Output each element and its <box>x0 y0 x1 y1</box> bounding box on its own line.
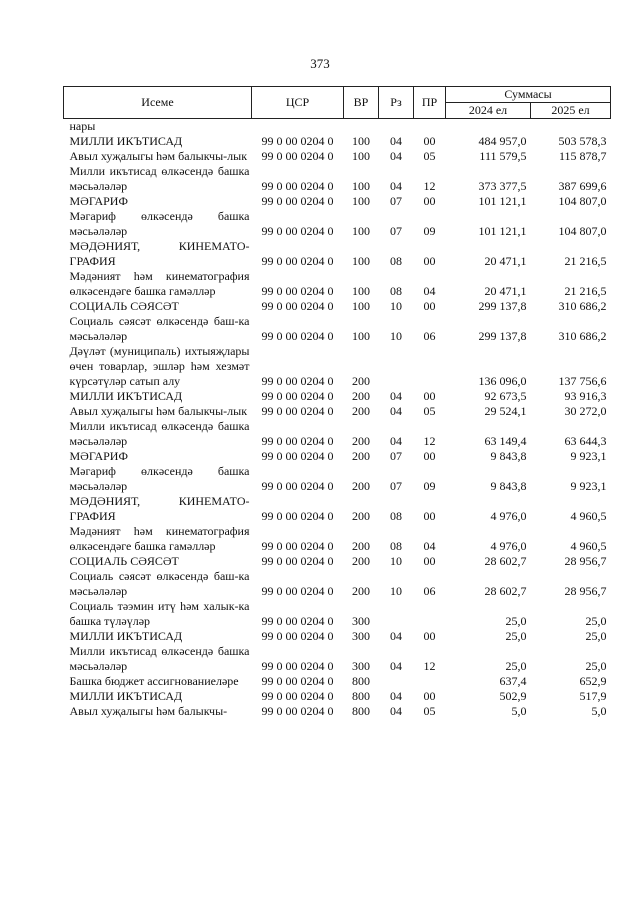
header-sums: Суммасы <box>446 87 611 103</box>
row-vr: 200 <box>352 389 370 403</box>
row-name: МӘДӘНИЯТ, КИНЕМАТО-ГРАФИЯ <box>69 494 250 523</box>
row-amount-2024: 20 471,1 <box>484 284 527 298</box>
row-rz: 08 <box>390 539 402 553</box>
row-name: Авыл хуҗалыгы һәм балыкчы-лык <box>69 404 248 418</box>
row-vr: 800 <box>352 704 370 718</box>
table-body <box>64 119 611 720</box>
row-rz: 07 <box>390 449 402 463</box>
row-amount-2025: 28 956,7 <box>564 554 607 568</box>
row-vr: 100 <box>352 194 370 208</box>
row-pr: 09 <box>423 479 436 493</box>
row-rz: 10 <box>390 329 402 343</box>
row-rz: 04 <box>390 404 402 418</box>
row-vr: 200 <box>352 509 370 523</box>
table-row <box>64 164 611 194</box>
row-amount-2024: 299 137,8 <box>478 299 527 313</box>
row-csr: 99 0 00 0204 0 <box>261 329 334 343</box>
page-number: 373 <box>310 56 330 71</box>
row-amount-2025: 93 916,3 <box>564 389 607 403</box>
row-rz: 04 <box>390 434 402 448</box>
row-vr: 200 <box>352 584 370 598</box>
table-row <box>64 209 611 239</box>
row-amount-2024: 136 096,0 <box>478 374 527 388</box>
row-rz: 07 <box>390 224 402 238</box>
row-amount-2024: 373 377,5 <box>478 179 527 193</box>
row-amount-2024: 4 976,0 <box>490 509 527 523</box>
row-csr <box>252 119 344 135</box>
row-rz: 10 <box>390 299 402 313</box>
row-vr: 100 <box>352 179 370 193</box>
row-rz: 04 <box>390 149 402 163</box>
row-amount-2025: 9 923,1 <box>570 449 607 463</box>
row-pr: 05 <box>423 149 436 163</box>
row-csr: 99 0 00 0204 0 <box>261 194 334 208</box>
table-row <box>64 419 611 449</box>
row-rz: 10 <box>390 554 402 568</box>
table-row <box>64 524 611 554</box>
row-amount-2025: 503 578,3 <box>558 134 607 148</box>
row-csr: 99 0 00 0204 0 <box>261 449 334 463</box>
row-pr: 00 <box>423 389 436 403</box>
row-amount-2024: 4 976,0 <box>490 539 527 553</box>
row-amount-2025: 310 686,2 <box>558 329 607 343</box>
row-rz: 07 <box>390 194 402 208</box>
table-row <box>64 464 611 494</box>
row-amount-2025: 115 878,7 <box>558 149 607 163</box>
row-amount-2024: 25,0 <box>505 629 527 643</box>
row-vr: 200 <box>352 539 370 553</box>
row-csr: 99 0 00 0204 0 <box>261 299 334 313</box>
row-pr <box>414 344 446 389</box>
row-name: МИЛЛИ ИКЪТИСАД <box>69 134 183 148</box>
row-amount-2024: 101 121,1 <box>478 224 527 238</box>
row-pr: 06 <box>423 584 436 598</box>
table-row <box>64 494 611 524</box>
row-vr: 200 <box>352 554 370 568</box>
row-name: МИЛЛИ ИКЪТИСАД <box>69 689 183 703</box>
row-pr <box>414 674 446 689</box>
table-row <box>64 134 611 149</box>
row-rz: 04 <box>390 629 402 643</box>
budget-table <box>63 86 611 719</box>
row-pr: 12 <box>423 179 436 193</box>
row-rz: 08 <box>390 254 402 268</box>
table-row <box>64 569 611 599</box>
row-pr: 12 <box>423 659 436 673</box>
row-vr: 100 <box>352 254 370 268</box>
table-row <box>64 239 611 269</box>
table-row <box>64 449 611 464</box>
table-row <box>64 119 611 135</box>
row-csr: 99 0 00 0204 0 <box>261 284 334 298</box>
row-name: Авыл хуҗалыгы һәм балыкчы- <box>69 704 228 718</box>
row-amount-2024: 9 843,8 <box>490 479 527 493</box>
row-pr: 00 <box>423 509 436 523</box>
row-name: Мәгариф өлкәсендә башка мәсьәләләр <box>69 209 250 238</box>
row-csr: 99 0 00 0204 0 <box>261 614 334 628</box>
header-pr: ПР <box>414 87 446 119</box>
row-name: Мәдәният һәм кинематография өлкәсендәге башка гамәлләр <box>69 524 250 553</box>
row-vr: 800 <box>352 674 370 688</box>
row-pr: 09 <box>423 224 436 238</box>
table-row <box>64 344 611 389</box>
table-row <box>64 404 611 419</box>
row-rz <box>379 599 414 629</box>
table-row <box>64 194 611 209</box>
table-row <box>64 689 611 704</box>
row-pr: 00 <box>423 194 436 208</box>
row-amount-2024: 63 149,4 <box>484 434 527 448</box>
row-amount-2024: 637,4 <box>499 674 527 688</box>
row-name: Социаль сәясәт өлкәсендә баш-ка мәсьәләләр <box>69 314 250 343</box>
row-name: МӘДӘНИЯТ, КИНЕМАТО-ГРАФИЯ <box>69 239 250 268</box>
table-row <box>64 149 611 164</box>
row-amount-2025: 30 272,0 <box>564 404 607 418</box>
row-csr: 99 0 00 0204 0 <box>261 389 334 403</box>
row-csr: 99 0 00 0204 0 <box>261 149 334 163</box>
row-amount-2025: 25,0 <box>585 629 607 643</box>
row-amount-2025: 5,0 <box>591 704 607 718</box>
header-csr: ЦСР <box>252 87 344 119</box>
row-rz: 04 <box>390 134 402 148</box>
row-csr: 99 0 00 0204 0 <box>261 179 334 193</box>
row-name: Башка бюджет ассигнованиеләре <box>69 674 239 688</box>
row-name: Мәдәният һәм кинематография өлкәсендәге башка гамәлләр <box>69 269 250 298</box>
row-amount-2025: 4 960,5 <box>570 509 607 523</box>
row-amount-2025: 21 216,5 <box>564 284 607 298</box>
row-csr: 99 0 00 0204 0 <box>261 224 334 238</box>
row-vr: 300 <box>352 614 370 628</box>
row-amount-2024: 299 137,8 <box>478 329 527 343</box>
row-pr: 00 <box>423 134 436 148</box>
row-vr: 100 <box>352 299 370 313</box>
row-csr: 99 0 00 0204 0 <box>261 554 334 568</box>
row-vr: 100 <box>352 284 370 298</box>
row-csr: 99 0 00 0204 0 <box>261 434 334 448</box>
table-row <box>64 299 611 314</box>
table-row <box>64 674 611 689</box>
row-amount-2025: 387 699,6 <box>558 179 607 193</box>
row-amount-2025: 9 923,1 <box>570 479 607 493</box>
row-pr: 00 <box>423 554 436 568</box>
row-csr: 99 0 00 0204 0 <box>261 374 334 388</box>
row-pr: 04 <box>423 284 436 298</box>
row-csr: 99 0 00 0204 0 <box>261 629 334 643</box>
row-amount-2025: 21 216,5 <box>564 254 607 268</box>
row-csr: 99 0 00 0204 0 <box>261 689 334 703</box>
row-amount-2025: 104 807,0 <box>558 224 607 238</box>
row-amount-2024: 20 471,1 <box>484 254 527 268</box>
row-csr: 99 0 00 0204 0 <box>261 704 334 718</box>
row-vr: 200 <box>352 404 370 418</box>
row-amount-2024: 28 602,7 <box>484 584 527 598</box>
row-amount-2024: 92 673,5 <box>484 389 527 403</box>
row-vr: 200 <box>352 434 370 448</box>
row-csr: 99 0 00 0204 0 <box>261 674 334 688</box>
row-rz: 04 <box>390 179 402 193</box>
row-pr: 00 <box>423 689 436 703</box>
row-rz: 04 <box>390 704 402 718</box>
row-name: нары <box>69 119 96 133</box>
row-pr: 04 <box>423 539 436 553</box>
row-pr: 06 <box>423 329 436 343</box>
row-vr: 300 <box>352 659 370 673</box>
row-csr: 99 0 00 0204 0 <box>261 404 334 418</box>
row-amount-2024: 111 579,5 <box>479 149 527 163</box>
row-name: СОЦИАЛЬ СӘЯСӘТ <box>69 299 179 313</box>
row-name: СОЦИАЛЬ СӘЯСӘТ <box>69 554 179 568</box>
row-amount-2025: 28 956,7 <box>564 584 607 598</box>
row-pr: 00 <box>423 629 436 643</box>
row-name: МИЛЛИ ИКЪТИСАД <box>69 389 183 403</box>
row-name: Социаль сәясәт өлкәсендә баш-ка мәсьәләләр <box>69 569 250 598</box>
row-rz: 04 <box>390 659 402 673</box>
row-amount-2024: 502,9 <box>499 689 527 703</box>
row-amount-2024: 25,0 <box>505 614 527 628</box>
row-amount-2025: 310 686,2 <box>558 299 607 313</box>
row-pr: 00 <box>423 299 436 313</box>
row-vr: 200 <box>352 449 370 463</box>
row-name: МӘГАРИФ <box>69 194 128 208</box>
row-pr: 00 <box>423 254 436 268</box>
row-pr <box>414 599 446 629</box>
row-rz: 04 <box>390 689 402 703</box>
table-header <box>64 87 611 119</box>
row-name: Милли икътисад өлкәсендә башка мәсьәләләр <box>69 419 250 448</box>
row-vr: 100 <box>352 134 370 148</box>
row-vr <box>344 119 379 135</box>
row-amount-2024: 484 957,0 <box>478 134 527 148</box>
row-name: МӘГАРИФ <box>69 449 128 463</box>
row-csr: 99 0 00 0204 0 <box>261 659 334 673</box>
row-csr: 99 0 00 0204 0 <box>261 584 334 598</box>
row-amount-2024: 5,0 <box>511 704 527 718</box>
row-csr: 99 0 00 0204 0 <box>261 254 334 268</box>
table-row <box>64 704 611 719</box>
row-vr: 200 <box>352 374 370 388</box>
row-amount-2024: 28 602,7 <box>484 554 527 568</box>
row-rz: 08 <box>390 284 402 298</box>
row-csr: 99 0 00 0204 0 <box>261 134 334 148</box>
row-rz <box>379 119 414 135</box>
row-amount-2025: 104 807,0 <box>558 194 607 208</box>
row-rz: 08 <box>390 509 402 523</box>
table-row <box>64 629 611 644</box>
header-vr: ВР <box>344 87 379 119</box>
table-row <box>64 269 611 299</box>
row-name: МИЛЛИ ИКЪТИСАД <box>69 629 183 643</box>
table-row <box>64 644 611 674</box>
row-name: Дәүләт (муниципаль) ихтыяҗлары өчен товарлар, эшләр һәм хезмәт күрсәтүләр сатып алу <box>69 344 250 388</box>
header-year-2025: 2025 ел <box>531 103 611 119</box>
row-amount-2025: 63 644,3 <box>564 434 607 448</box>
row-csr: 99 0 00 0204 0 <box>261 509 334 523</box>
row-amount-2024: 25,0 <box>505 659 527 673</box>
row-vr: 200 <box>352 479 370 493</box>
table-row <box>64 554 611 569</box>
row-pr: 00 <box>423 449 436 463</box>
row-csr: 99 0 00 0204 0 <box>261 539 334 553</box>
row-rz: 04 <box>390 389 402 403</box>
row-amount-2025: 517,9 <box>579 689 607 703</box>
row-amount-2025: 25,0 <box>585 659 607 673</box>
row-amount-2025: 652,9 <box>579 674 607 688</box>
row-amount-2025 <box>531 119 611 135</box>
row-amount-2025: 25,0 <box>585 614 607 628</box>
header-name: Исеме <box>64 87 252 119</box>
row-vr: 100 <box>352 149 370 163</box>
table-row <box>64 389 611 404</box>
row-vr: 100 <box>352 329 370 343</box>
row-amount-2024: 29 524,1 <box>484 404 527 418</box>
row-vr: 300 <box>352 629 370 643</box>
row-amount-2024: 101 121,1 <box>478 194 527 208</box>
row-rz: 10 <box>390 584 402 598</box>
header-rz: Рз <box>379 87 414 119</box>
row-rz: 07 <box>390 479 402 493</box>
row-csr: 99 0 00 0204 0 <box>261 479 334 493</box>
row-pr <box>414 119 446 135</box>
row-amount-2024: 9 843,8 <box>490 449 527 463</box>
row-amount-2025: 4 960,5 <box>570 539 607 553</box>
row-name: Милли икътисад өлкәсендә башка мәсьәләләр <box>69 164 250 193</box>
table-row <box>64 314 611 344</box>
row-name: Мәгариф өлкәсендә башка мәсьәләләр <box>69 464 250 493</box>
row-rz <box>379 674 414 689</box>
row-vr: 100 <box>352 224 370 238</box>
row-pr: 12 <box>423 434 436 448</box>
row-name: Авыл хуҗалыгы һәм балыкчы-лык <box>69 149 248 163</box>
row-pr: 05 <box>423 704 436 718</box>
row-name: Социаль тәэмин итү һәм халык-ка башка түләүләр <box>69 599 250 628</box>
row-amount-2024 <box>446 119 531 135</box>
row-name: Милли икътисад өлкәсендә башка мәсьәләләр <box>69 644 250 673</box>
table-row <box>64 599 611 629</box>
row-vr: 800 <box>352 689 370 703</box>
row-rz <box>379 344 414 389</box>
header-year-2024: 2024 ел <box>446 103 531 119</box>
row-pr: 05 <box>423 404 436 418</box>
row-amount-2025: 137 756,6 <box>558 374 607 388</box>
